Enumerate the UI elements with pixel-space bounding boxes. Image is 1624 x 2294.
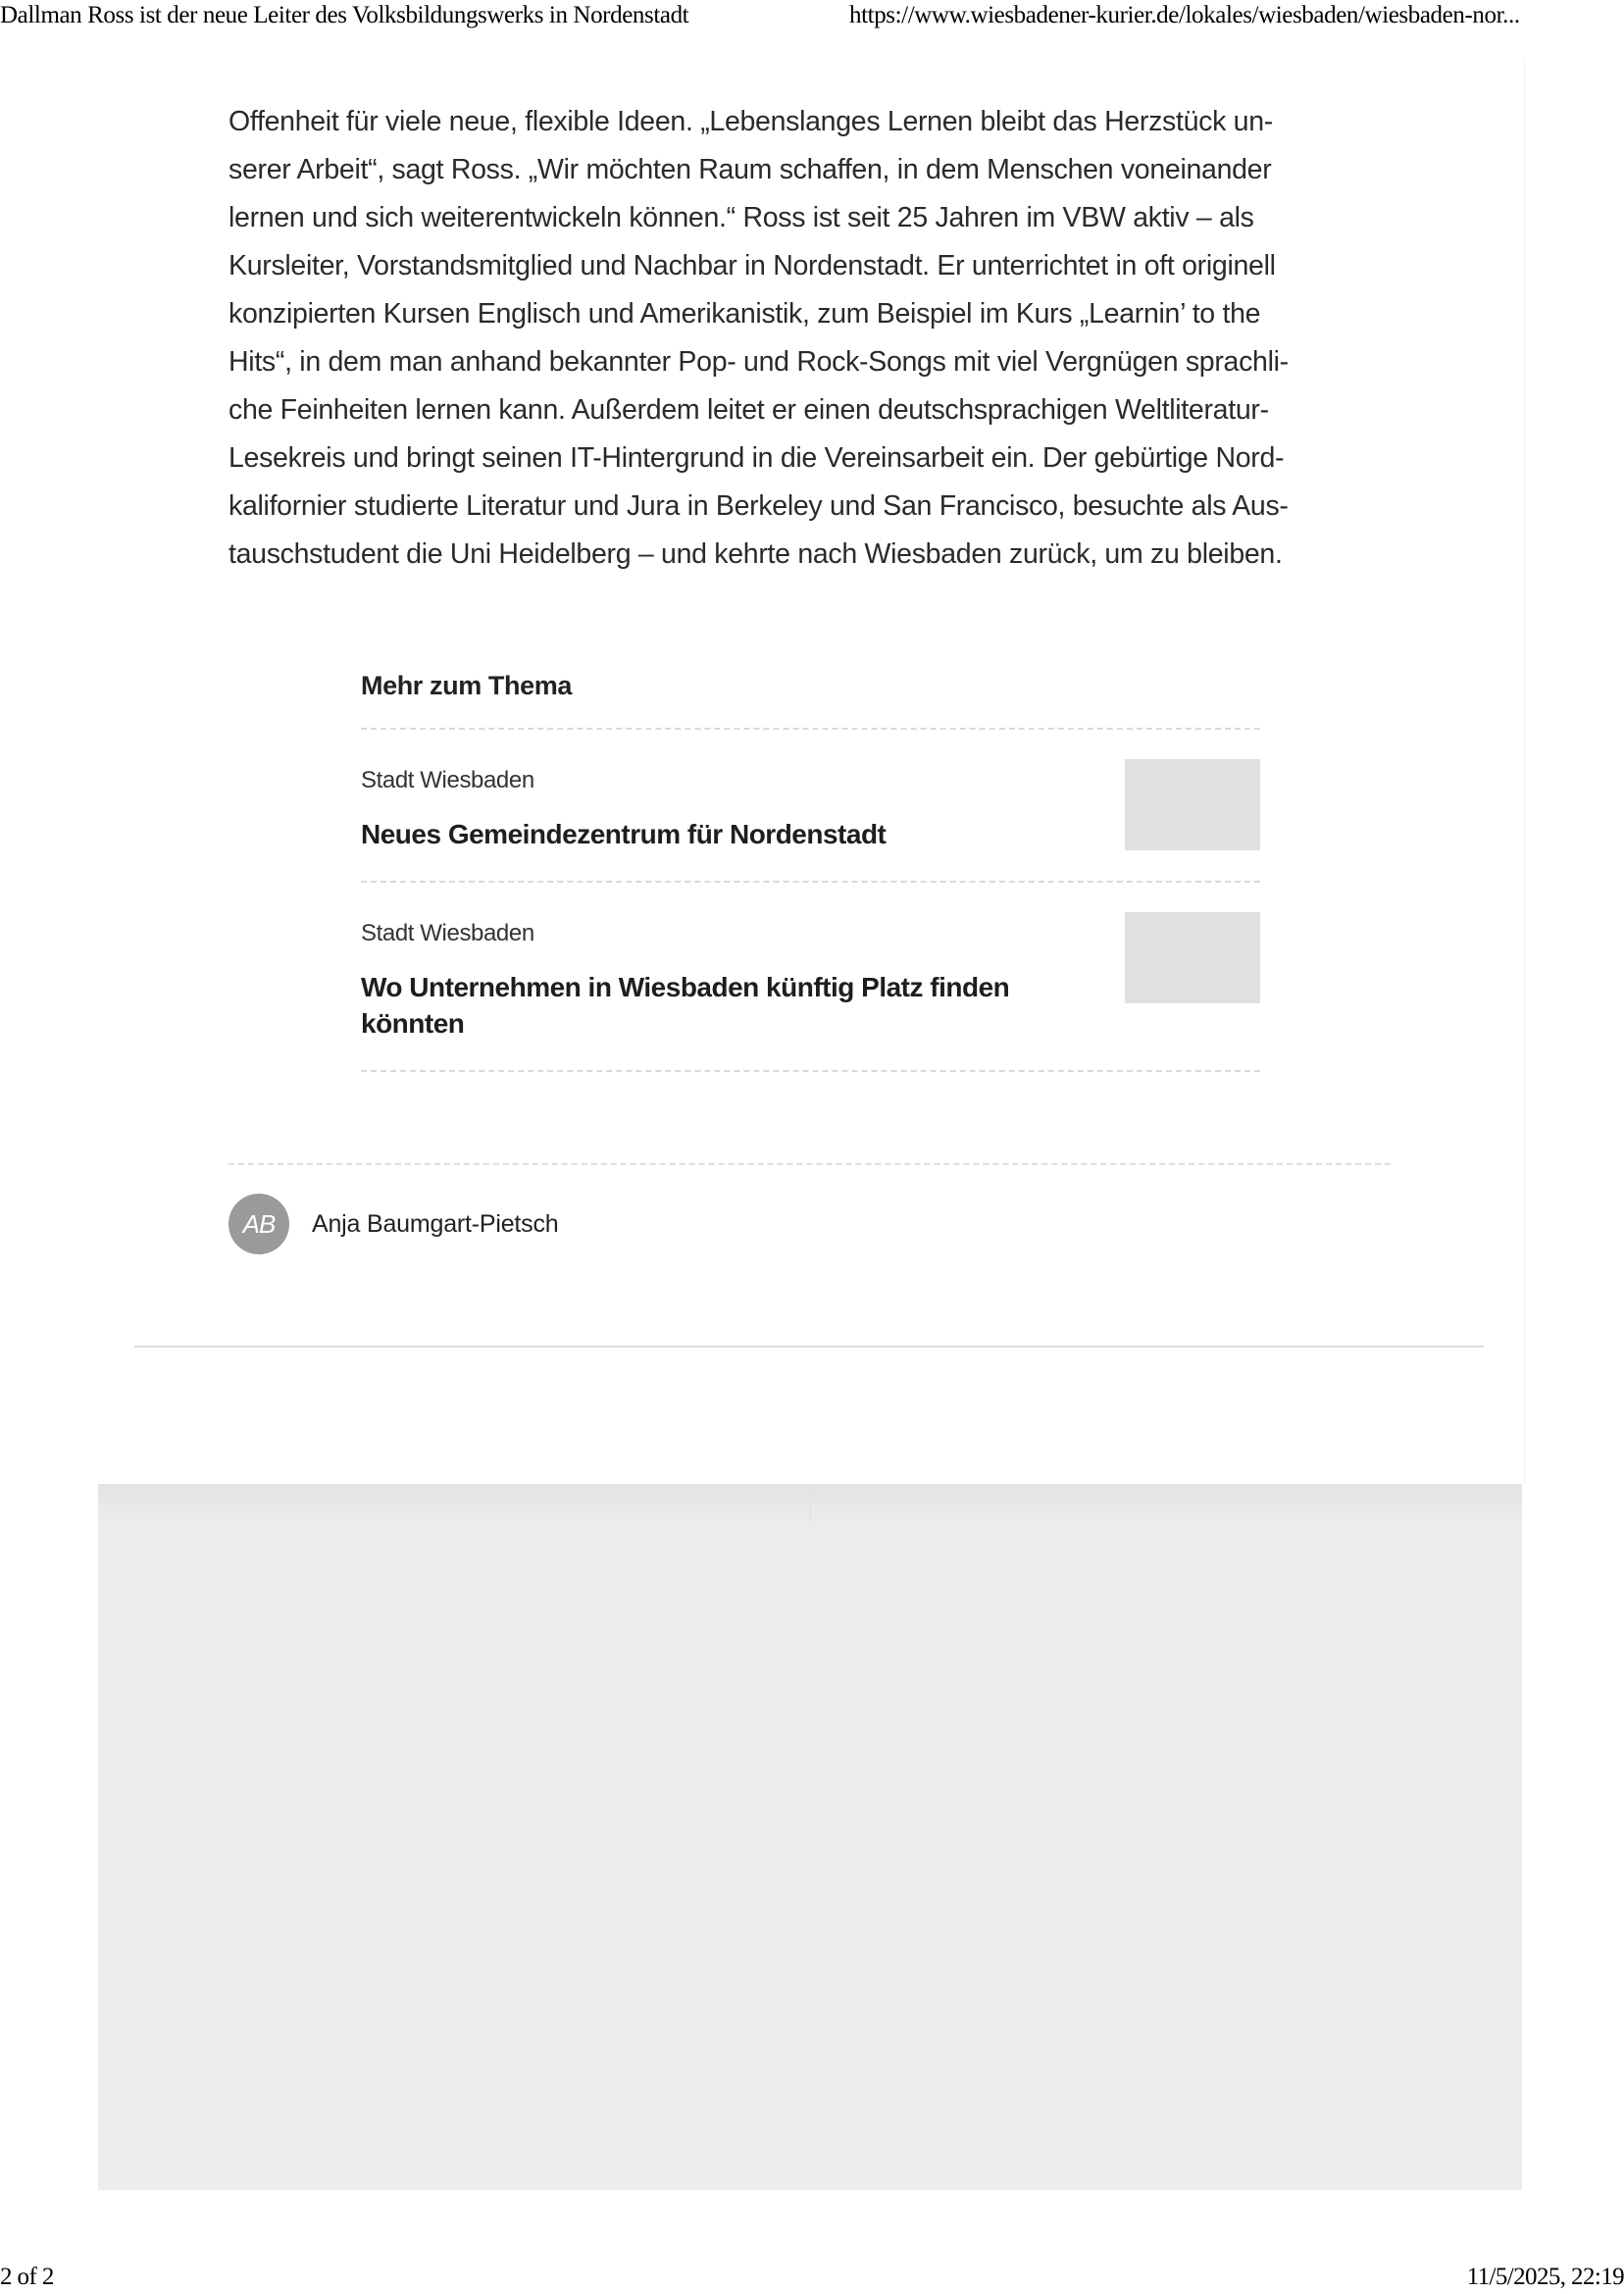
print-datetime: 11/5/2025, 22:19: [1466, 2264, 1624, 2290]
related-thumbnail-image[interactable]: [1125, 759, 1260, 850]
article-line: kalifornier studierte Literatur und Jura in Berkeley und San Francisco, besuchte als Aus-: [228, 490, 1289, 522]
print-footer: [0, 2264, 1624, 2294]
avatar-initials: AB: [242, 1208, 276, 1239]
article-line: lernen und sich weiterentwickeln können.“ Ross ist seit 25 Jahren im VBW aktiv – als: [228, 202, 1254, 233]
related-kicker: Stadt Wiesbaden: [361, 920, 534, 946]
dashed-divider: [361, 1070, 1260, 1072]
article-body: [228, 98, 1405, 579]
related-headline[interactable]: Neues Gemeindezentrum für Nordenstadt: [361, 819, 887, 849]
related-headline[interactable]: Wo Unternehmen in Wiesbaden künftig Platz finden könnten: [361, 972, 1010, 1039]
article-line: Hits“, in dem man anhand bekannter Pop- und Rock-Songs mit viel Vergnügen sprachli-: [228, 346, 1289, 378]
document-url[interactable]: https://www.wiesbadener-kurier.de/lokales/wiesbaden/wiesbaden-nor...: [849, 2, 1520, 28]
article-line: Offenheit für viele neue, flexible Ideen. „Lebenslanges Lernen bleibt das Herzstück un-: [228, 106, 1273, 137]
related-thumbnail-image[interactable]: [1125, 912, 1260, 1003]
page-number: 2 of 2: [0, 2264, 54, 2290]
article-line: serer Arbeit“, sagt Ross. „Wir möchten Raum schaffen, in dem Menschen voneinander: [228, 154, 1272, 185]
related-kicker: Stadt Wiesbaden: [361, 767, 534, 793]
article-line: Lesekreis und bringt seinen IT-Hintergrund in die Vereinsarbeit ein. Der gebürtige Nord-: [228, 442, 1285, 474]
article-line: Kursleiter, Vorstandsmitglied und Nachbar in Nordenstadt. Er unterrichtet in oft originell: [228, 250, 1276, 281]
related-article-link[interactable]: [361, 883, 1260, 1070]
avatar: [228, 1194, 289, 1254]
author-byline[interactable]: [228, 1194, 558, 1254]
related-articles: [361, 663, 1260, 1072]
ad-seam: [810, 1484, 811, 1523]
print-header: [0, 0, 1624, 35]
article-line: tauschstudent die Uni Heidelberg – und kehrte nach Wiesbaden zurück, um zu bleiben.: [228, 538, 1283, 570]
author-name[interactable]: Anja Baumgart-Pietsch: [312, 1209, 559, 1238]
related-article-link[interactable]: [361, 730, 1260, 881]
related-heading: Mehr zum Thema: [361, 671, 572, 700]
section-divider: [134, 1346, 1484, 1348]
author-divider: [228, 1163, 1391, 1165]
ad-placeholder: [98, 1484, 1522, 2190]
document-title: Dallman Ross ist der neue Leiter des Volksbildungswerks in Nordenstadt: [0, 2, 689, 28]
article-line: che Feinheiten lernen kann. Außerdem leitet er einen deutschsprachigen Weltliteratur-: [228, 394, 1269, 426]
article-line: konzipierten Kursen Englisch und Amerikanistik, zum Beispiel im Kurs „Learnin’ to the: [228, 298, 1261, 330]
